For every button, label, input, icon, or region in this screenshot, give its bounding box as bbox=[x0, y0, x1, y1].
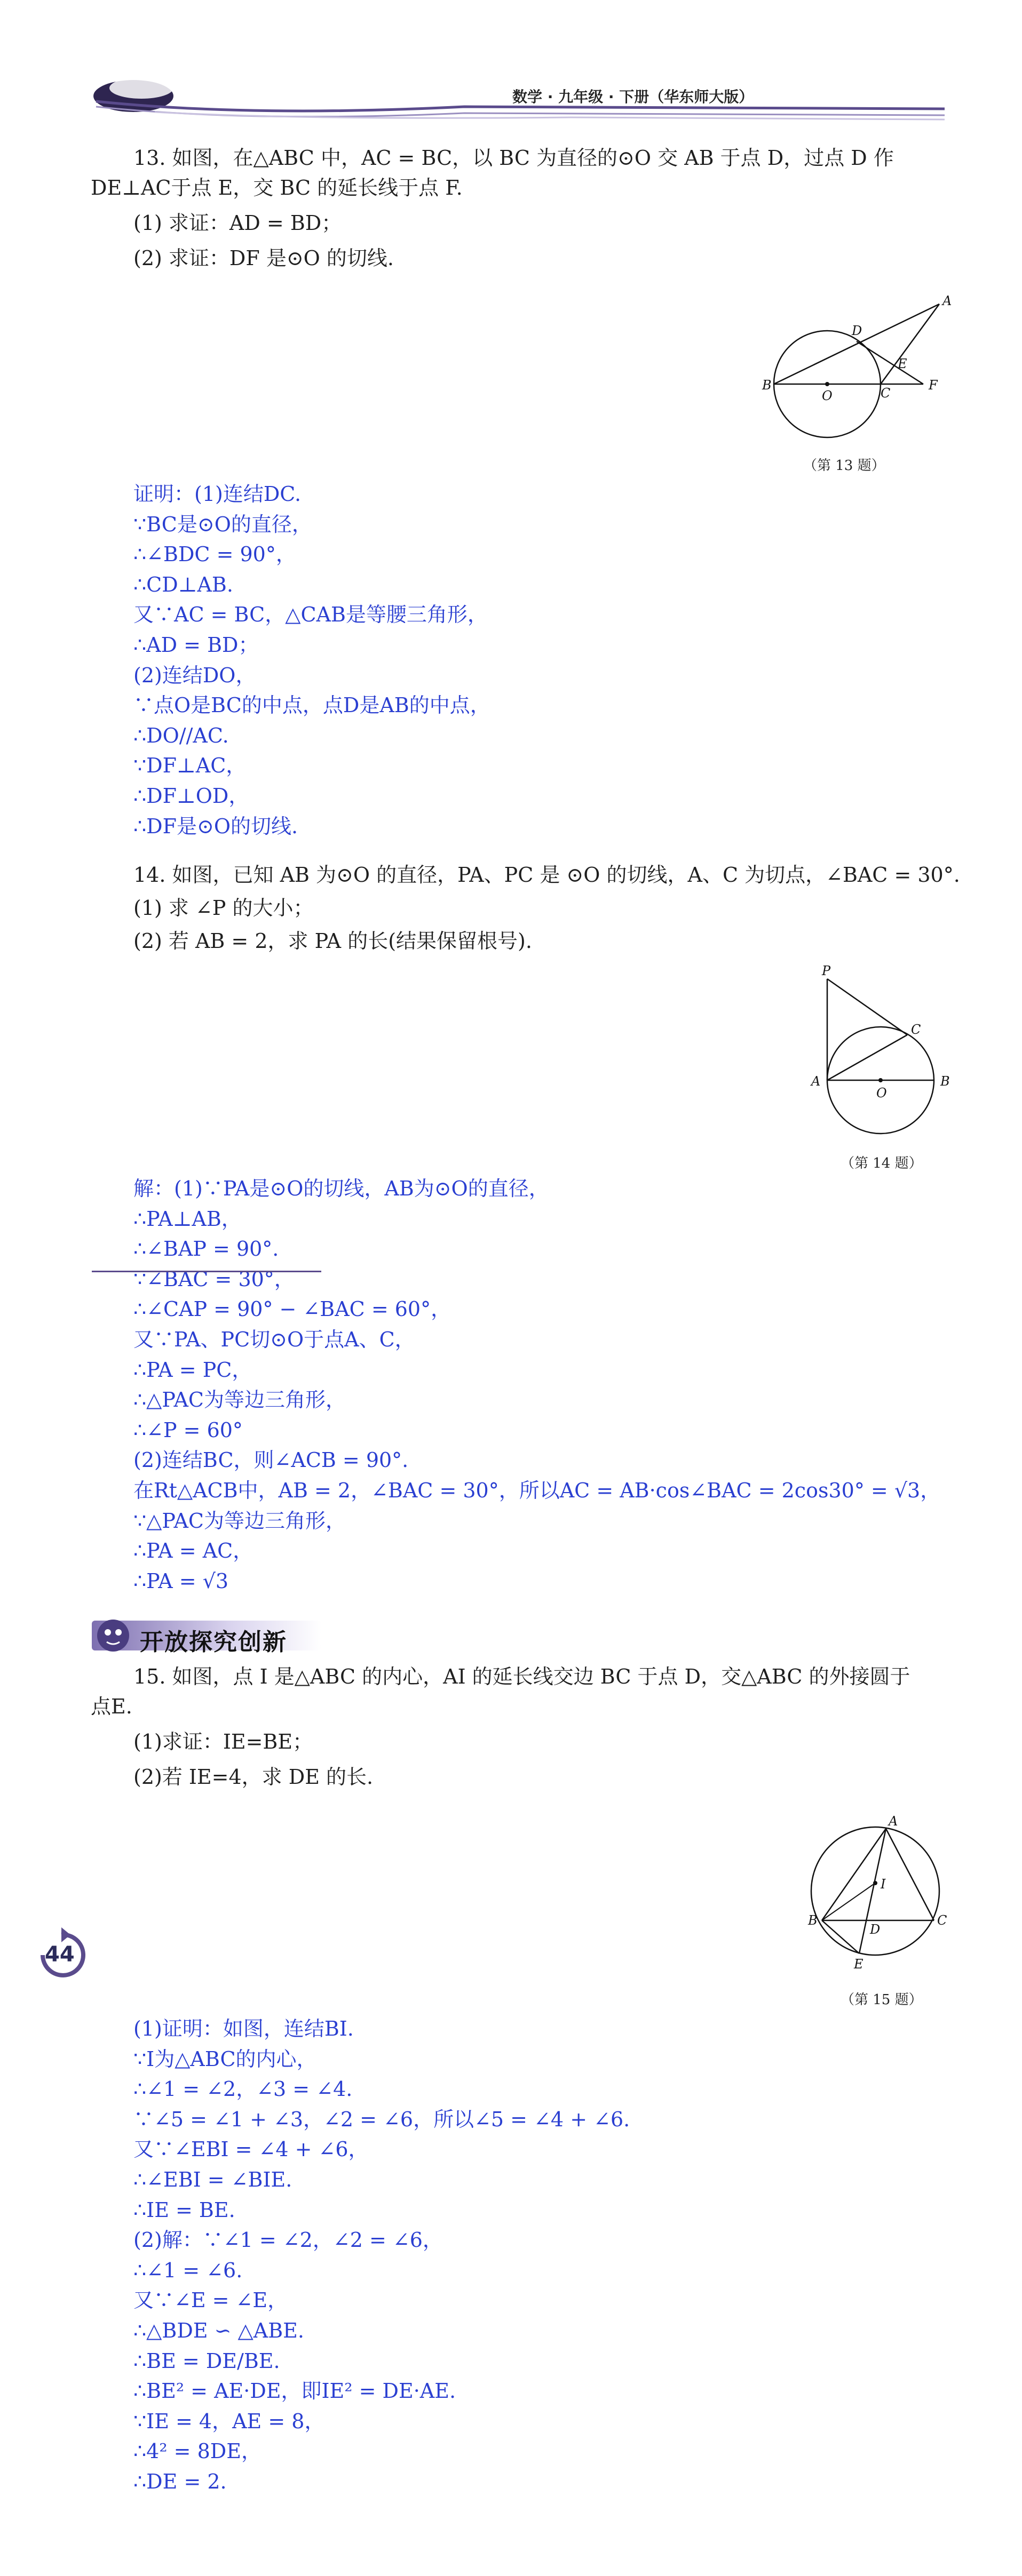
q15-part2: (2)若 IE=4，求 DE 的长. bbox=[133, 1765, 374, 1789]
q13-answer-line: ∵DF⊥AC， bbox=[133, 754, 247, 778]
q14-answer-line: ∵△PAC为等边三角形， bbox=[133, 1509, 346, 1533]
q13-label-O: O bbox=[822, 388, 833, 403]
q15-diagram bbox=[801, 1814, 955, 1974]
q15-answer-line: ∴BE² = AE·DE，即IE² = DE·AE. bbox=[133, 2379, 456, 2403]
q13-part1: (1) 求证：AD = BD； bbox=[133, 211, 342, 235]
q15-part1: (1)求证：IE=BE； bbox=[133, 1730, 313, 1753]
q13-label-E: E bbox=[898, 356, 907, 371]
q15-answer-line: ∴∠1 = ∠2，∠3 = ∠4. bbox=[133, 2077, 353, 2101]
q15-answer-line: ∵I为△ABC的内心， bbox=[133, 2047, 317, 2071]
q13-answer-line: (2)连结DO， bbox=[133, 663, 256, 687]
q13-label-B: B bbox=[762, 378, 772, 393]
q15-answer-line: (2)解：∵∠1 = ∠2，∠2 = ∠6， bbox=[133, 2228, 443, 2252]
q14-answer-line: ∴∠BAP = 90°. bbox=[133, 1237, 279, 1261]
q13-part2: (2) 求证：DF 是⊙O 的切线. bbox=[133, 246, 394, 270]
q14-diagram bbox=[801, 963, 961, 1136]
q15-answer-line: ∵IE = 4，AE = 8， bbox=[133, 2409, 325, 2433]
q15-answer-line: 又∵∠EBI = ∠4 + ∠6， bbox=[133, 2138, 369, 2162]
q13-answer-line: ∴AD = BD； bbox=[133, 633, 259, 657]
q14-answer-line: ∴∠P = 60° bbox=[133, 1418, 243, 1442]
page-number: 44 bbox=[45, 1942, 75, 1967]
q14-answer-line: ∴PA = √3 bbox=[133, 1569, 229, 1593]
q14-answer-line: 解：(1)∵PA是⊙O的切线，AB为⊙O的直径， bbox=[133, 1177, 549, 1200]
q14-part2: (2) 若 AB = 2，求 PA 的长(结果保留根号). bbox=[133, 929, 532, 953]
q15-answer-line: ∴∠EBI = ∠BIE. bbox=[133, 2167, 292, 2191]
q13-answer-line: ∴∠BDC = 90°， bbox=[133, 543, 296, 567]
page-number-badge bbox=[32, 1923, 91, 1982]
q14-label-B: B bbox=[940, 1074, 950, 1089]
q15-label-I: I bbox=[881, 1877, 886, 1892]
q14-label-O: O bbox=[876, 1086, 887, 1100]
q14-part1: (1) 求 ∠P 的大小； bbox=[133, 896, 314, 920]
q14-answer-line: 在Rt△ACB中，AB = 2，∠BAC = 30°，所以AC = AB·cos∠BAC = 2cos30° = √3， bbox=[133, 1478, 941, 1502]
q13-answer-line: ∴DF⊥OD， bbox=[133, 784, 249, 808]
q13-diagram bbox=[747, 288, 950, 448]
q15-answer-line: ∴DE = 2. bbox=[133, 2469, 227, 2493]
q14-answer-line: ∴∠CAP = 90° − ∠BAC = 60°， bbox=[133, 1297, 451, 1321]
section-banner bbox=[92, 1616, 321, 1654]
q14-label-C: C bbox=[911, 1022, 921, 1037]
q15-answer-line: ∴IE = BE. bbox=[133, 2198, 235, 2222]
q13-answer bbox=[133, 479, 490, 841]
q15-stem-line1: 15. 如图，点 I 是△ABC 的内心，AI 的延长线交边 BC 于点 D，交△ABC 的外接圆于 bbox=[133, 1665, 910, 1688]
section-mascot-icon bbox=[92, 1616, 134, 1654]
q13-stem-line2: DE⊥AC于点 E，交 BC 的延长线于点 F. bbox=[91, 176, 463, 200]
q15-caption: （第 15 题） bbox=[841, 1992, 923, 2008]
q15-answer-line: ∴4² = 8DE， bbox=[133, 2439, 262, 2463]
q13-answer-line: ∵点O是BC的中点，点D是AB的中点， bbox=[133, 693, 490, 717]
q13-answer-line: ∴CD⊥AB. bbox=[133, 572, 233, 596]
q13-answer-line: ∴DF是⊙O的切线. bbox=[133, 814, 298, 838]
q14-answer-line: ∴PA = PC， bbox=[133, 1358, 252, 1382]
q13-answer-line: 又∵AC = BC，△CAB是等腰三角形， bbox=[133, 603, 488, 627]
q15-label-A: A bbox=[889, 1814, 898, 1829]
q15-label-D: D bbox=[870, 1922, 881, 1937]
q13-answer-line: ∴DO//AC. bbox=[133, 723, 229, 747]
q13-label-D: D bbox=[852, 323, 862, 338]
q14-answer-line: 又∵PA、PC切⊙O于点A、C， bbox=[133, 1327, 415, 1351]
q14-answer-line: (2)连结BC，则∠ACB = 90°. bbox=[133, 1448, 409, 1472]
q15-answer-line: ∵∠5 = ∠1 + ∠3，∠2 = ∠6，所以∠5 = ∠4 + ∠6. bbox=[133, 2107, 630, 2131]
q15-stem-line2: 点E. bbox=[91, 1695, 132, 1718]
q15-answer-line: ∴BE = DE/BE. bbox=[133, 2349, 280, 2373]
q14-answer-line: ∵∠BAC = 30°， bbox=[133, 1267, 295, 1291]
section-title: 开放探究创新 bbox=[140, 1629, 287, 1656]
q15-answer-line: ∴∠1 = ∠6. bbox=[133, 2258, 243, 2282]
q13-label-A: A bbox=[942, 293, 952, 308]
q14-answer-line: ∴PA⊥AB， bbox=[133, 1207, 242, 1231]
q15-label-B: B bbox=[808, 1913, 818, 1928]
q14-stem-line1: 14. 如图，已知 AB 为⊙O 的直径，PA、PC 是 ⊙O 的切线，A、C 为切点，∠BAC = 30°. bbox=[133, 863, 960, 887]
q14-caption: （第 14 题） bbox=[841, 1155, 923, 1171]
q14-answer-line: ∴△PAC为等边三角形， bbox=[133, 1388, 346, 1412]
q14-answer bbox=[133, 1174, 940, 1596]
q15-label-E: E bbox=[854, 1957, 863, 1972]
q14-answer-line: ∴PA = AC， bbox=[133, 1539, 253, 1563]
header-title: 数学 · 九年级 · 下册（华东师大版） bbox=[512, 88, 754, 106]
question-13 bbox=[91, 143, 955, 273]
q14-label-P: P bbox=[822, 963, 831, 978]
q13-caption: （第 13 题） bbox=[803, 458, 885, 474]
q14-label-A: A bbox=[811, 1074, 821, 1089]
page-header bbox=[91, 64, 955, 123]
q15-answer-line: (1)证明：如图，连结BI. bbox=[133, 2017, 354, 2040]
q15-label-C: C bbox=[937, 1913, 947, 1928]
q13-stem-line1: 13. 如图，在△ABC 中，AC = BC，以 BC 为直径的⊙O 交 AB 于点 D，过点 D 作 bbox=[133, 146, 894, 170]
q15-answer-line: ∴△BDE ∽ △ABE. bbox=[133, 2318, 304, 2342]
question-15 bbox=[91, 1662, 966, 1792]
q13-label-C: C bbox=[881, 386, 891, 401]
q13-answer-line: 证明：(1)连结DC. bbox=[133, 482, 302, 506]
q13-answer-line: ∵BC是⊙O的直径， bbox=[133, 512, 312, 536]
q14-underline-decoration bbox=[92, 1271, 321, 1272]
q15-answer bbox=[133, 2014, 630, 2497]
q13-label-F: F bbox=[929, 378, 938, 393]
question-14 bbox=[133, 860, 966, 956]
q15-answer-line: 又∵∠E = ∠E， bbox=[133, 2288, 288, 2312]
